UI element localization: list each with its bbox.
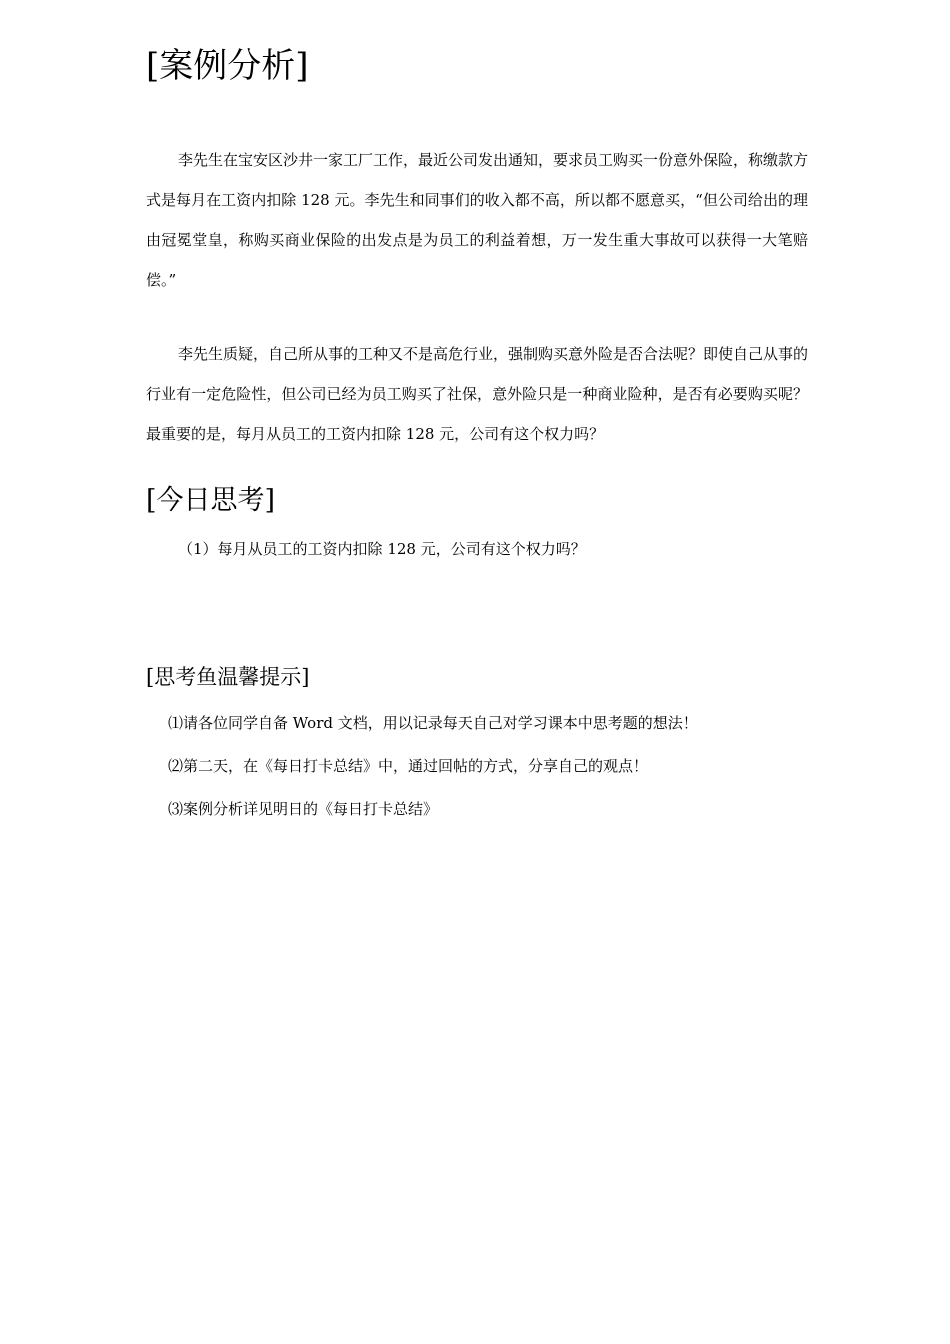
today-thinking-heading: [今日思考]	[146, 485, 276, 516]
case-paragraph-2: 李先生质疑，自己所从事的工种又不是高危行业，强制购买意外险是否合法呢？即使自己从事的行业有一定危险性，但公司已经为员工购买了社保，意外险只是一种商业险种，是否有必要购买呢？最重要的是，每月从员工的工资内扣除 128 元，公司有这个权力吗？	[146, 345, 809, 443]
tip-item-2: ⑵第二天，在《每日打卡总结》中，通过回帖的方式，分享自己的观点！	[168, 757, 649, 775]
tip-item-1: ⑴请各位同学自备 Word 文档，用以记录每天自己对学习课本中思考题的想法！	[168, 714, 698, 732]
case-paragraph-1: 李先生在宝安区沙井一家工厂工作，最近公司发出通知，要求员工购买一份意外保险，称缴款方式是每月在工资内扣除 128 元。李先生和同事们的收入都不高，所以都不愿意买，“但公司给出的理由冠冕堂皇，称购买商业保险的出发点是为员工的利益着想，万一发生重大事故可以获得一大笔赔偿。”	[146, 151, 809, 289]
case-analysis-heading: [案例分析]	[146, 46, 309, 86]
thinking-question: （1）每月从员工的工资内扣除 128 元，公司有这个权力吗？	[178, 540, 586, 558]
tips-heading: [思考鱼温馨提示]	[146, 665, 310, 689]
tip-item-3: ⑶案例分析详见明日的《每日打卡总结》	[168, 800, 439, 818]
